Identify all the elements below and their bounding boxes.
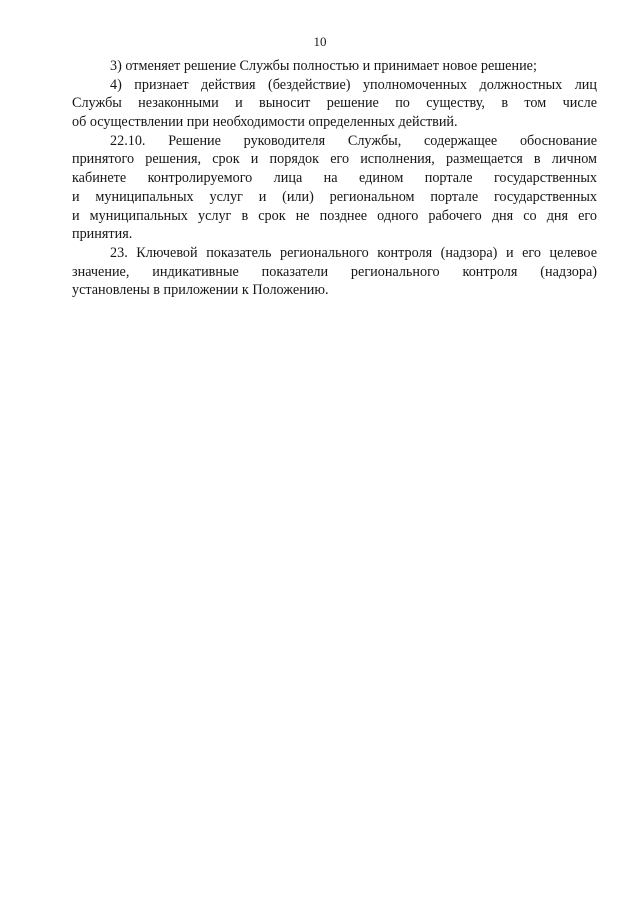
page-number: 10 <box>313 34 327 49</box>
text-line: принятого решения, срок и порядок его исполнения, размещается в личном <box>72 151 597 168</box>
text-line: 22.10. Решение руководителя Службы, содержащее обоснование <box>110 132 597 149</box>
text-line: и муниципальных услуг и (или) региональном портале государственных <box>72 188 597 205</box>
text-line: 4) признает действия (бездействие) уполномоченных должностных лиц <box>110 76 597 93</box>
text-line: значение, индикативные показатели регионального контроля (надзора) <box>72 263 597 280</box>
text-line: 23. Ключевой показатель регионального контроля (надзора) и его целевое <box>110 244 597 261</box>
text-line: установлены в приложении к Положению. <box>72 282 329 299</box>
document-body <box>72 57 597 300</box>
text-line: 3) отменяет решение Службы полностью и принимает новое решение; <box>110 58 537 74</box>
text-line: кабинете контролируемого лица на едином портале государственных <box>72 170 597 187</box>
text-line: и муниципальных услуг в срок не позднее одного рабочего дня со дня его <box>72 207 597 224</box>
text-line: Службы незаконными и выносит решение по существу, в том числе <box>72 95 597 112</box>
text-line: об осуществлении при необходимости определенных действий. <box>72 114 458 131</box>
text-line: принятия. <box>72 226 133 243</box>
